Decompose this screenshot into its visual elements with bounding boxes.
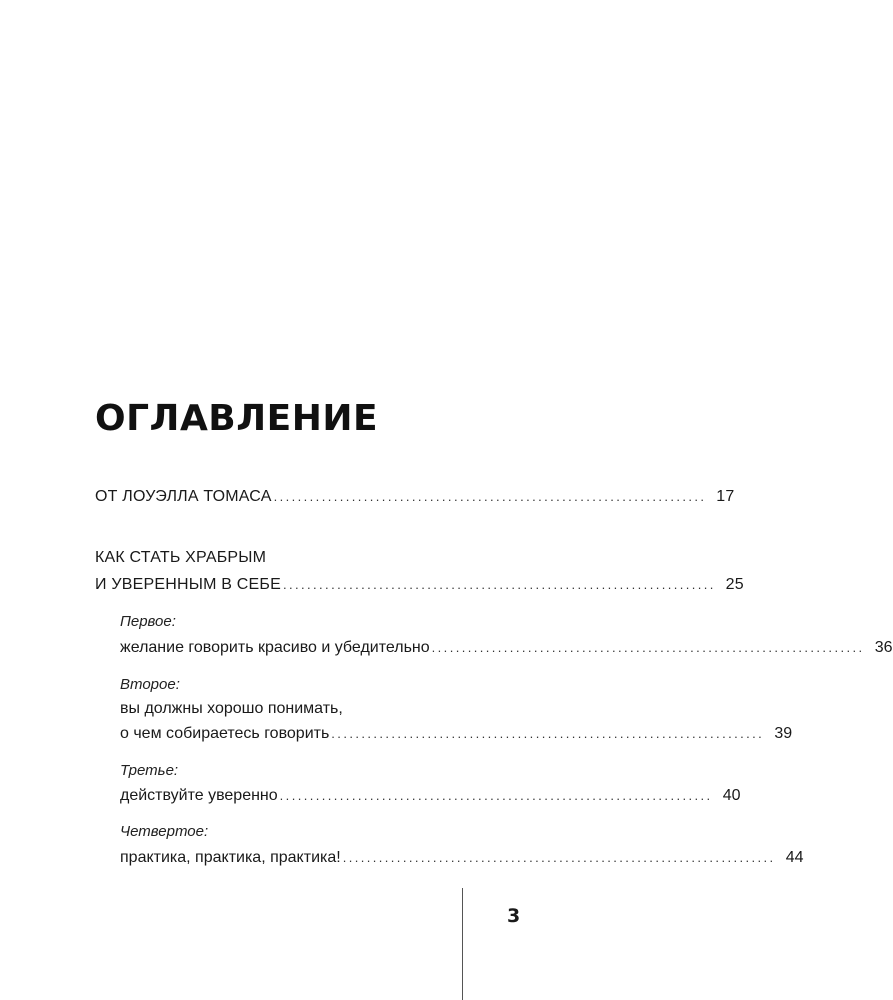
page-number: 3	[507, 905, 521, 927]
dot-leader: ........................................................................	[431, 640, 865, 655]
dot-leader: ........................................................................	[279, 788, 713, 803]
dot-leader: ........................................................................	[273, 489, 707, 504]
subentry-label: Второе:	[120, 676, 180, 693]
page-divider-rule	[462, 888, 463, 1000]
subentry-title-line2: о чем собираетесь говорить	[120, 725, 330, 742]
toc-subentry-third[interactable]	[120, 786, 741, 806]
subentry-page: 40	[722, 787, 741, 804]
dot-leader: ........................................................................	[282, 577, 716, 592]
subentry-label: Первое:	[120, 613, 176, 630]
subentry-label: Четвертое:	[120, 823, 209, 840]
subentry-title: практика, практика, практика!	[120, 849, 341, 866]
toc-heading: ОГЛАВЛЕНИЕ	[95, 398, 379, 439]
subentry-page: 39	[774, 725, 793, 742]
toc-entry-foreword[interactable]	[95, 487, 735, 507]
subentry-title: действуйте уверенно	[120, 787, 278, 804]
subentry-title-line1[interactable]: вы должны хорошо понимать,	[120, 700, 343, 717]
toc-entry-page: 25	[725, 576, 744, 593]
toc-entry-title-line1[interactable]: КАК СТАТЬ ХРАБРЫМ	[95, 549, 267, 566]
subentry-page: 36	[874, 639, 893, 656]
subentry-title: желание говорить красиво и убедительно	[120, 639, 430, 656]
subentry-page: 44	[785, 849, 804, 866]
dot-leader: ........................................................................	[331, 726, 765, 741]
toc-entry-brave[interactable]	[95, 575, 744, 595]
subentry-label: Третье:	[120, 762, 179, 779]
toc-subentry-fourth[interactable]	[120, 848, 804, 868]
toc-subentry-second[interactable]	[120, 724, 793, 744]
toc-entry-page: 17	[716, 488, 735, 505]
toc-entry-title: ОТ ЛОУЭЛЛА ТОМАСА	[95, 488, 272, 505]
toc-entry-title-line2: И УВЕРЕННЫМ В СЕБЕ	[95, 576, 281, 593]
toc-subentry-first[interactable]	[120, 638, 893, 658]
dot-leader: ........................................................................	[342, 850, 776, 865]
